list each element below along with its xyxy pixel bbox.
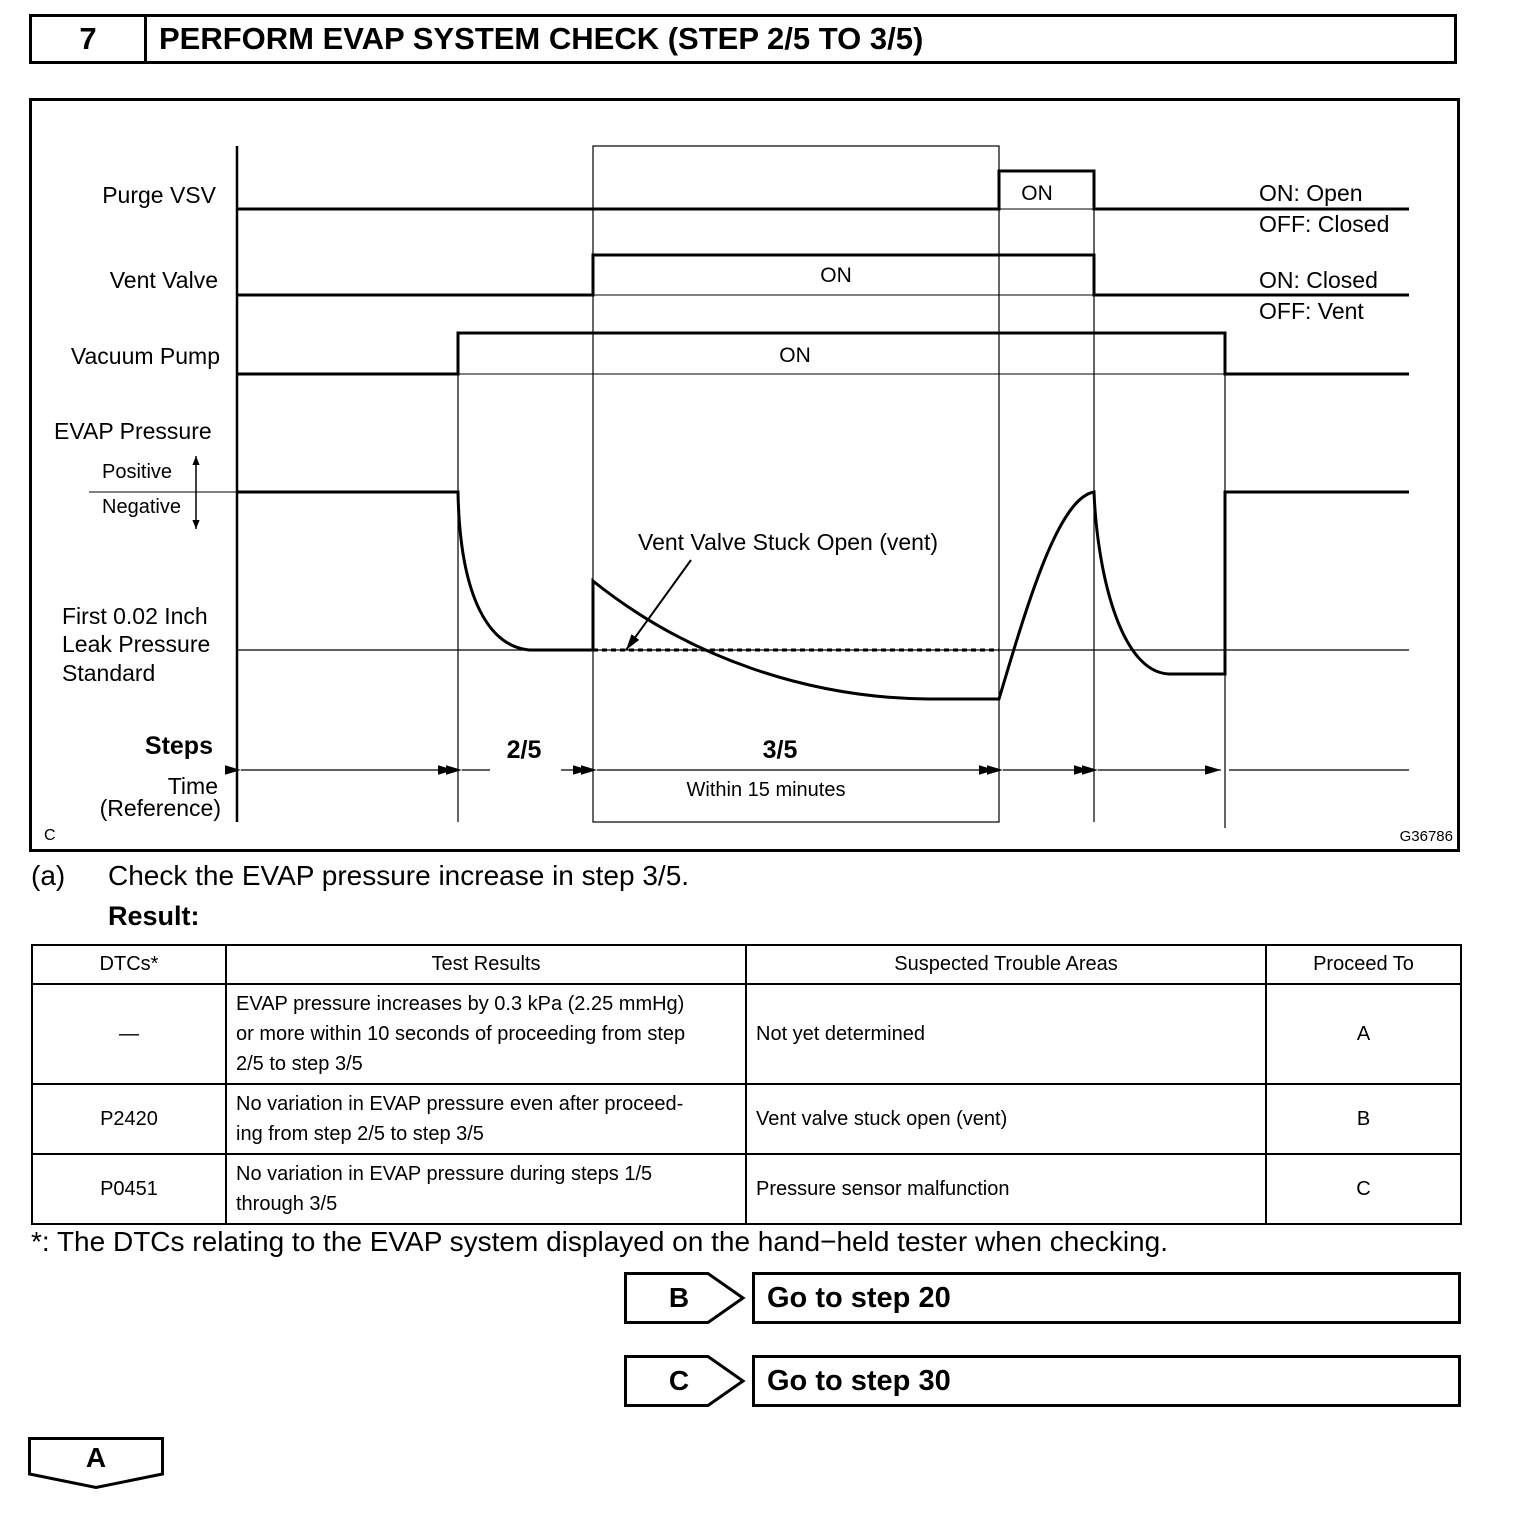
annotation-arrow — [626, 560, 691, 650]
vent-on-label: ON — [820, 264, 852, 287]
result-label: Result: — [108, 901, 200, 931]
label-vacuum-pump: Vacuum Pump — [70, 343, 220, 369]
step-3-5-box — [593, 146, 999, 822]
step-number: 7 — [32, 17, 147, 61]
test-result-line: 2/5 to step 3/5 — [236, 1053, 363, 1075]
test-result-line: or more within 10 seconds of proceeding from step — [236, 1023, 686, 1045]
label-leak-1: First 0.02 Inch — [62, 603, 208, 629]
label-leak-2: Leak Pressure — [62, 631, 211, 657]
label-positive: Positive — [102, 461, 173, 483]
test-result-cell — [226, 984, 746, 1084]
label-leak-3: Standard — [62, 660, 156, 686]
test-result-cell — [226, 1154, 746, 1224]
evap-pressure-curve — [237, 492, 1409, 699]
label-negative: Negative — [102, 496, 181, 518]
header-test-results: Test Results — [226, 945, 746, 984]
diagram-frame — [31, 100, 1459, 851]
legend-vent-on: ON: Closed — [1259, 267, 1378, 293]
label-steps: Steps — [144, 732, 213, 760]
goto-b-tag-label: B — [668, 1282, 690, 1313]
step-title: PERFORM EVAP SYSTEM CHECK (STEP 2/5 TO 3/5) — [159, 21, 924, 56]
goto-b-button[interactable]: Go to step 20 — [752, 1272, 1461, 1324]
test-result-line: through 3/5 — [236, 1193, 338, 1215]
check-instruction: Check the EVAP pressure increase in step 3/5. — [108, 860, 690, 891]
next-step-a-label: A — [85, 1442, 107, 1473]
table-row — [32, 984, 1461, 1084]
vacuum-pump-signal — [237, 333, 1409, 374]
table-header-row — [32, 945, 1461, 984]
label-vent-valve: Vent Valve — [109, 267, 218, 293]
header-suspected-areas: Suspected Trouble Areas — [746, 945, 1266, 984]
test-result-line: ing from step 2/5 to step 3/5 — [236, 1123, 484, 1145]
next-step-a-tag[interactable] — [28, 1437, 166, 1489]
within-15-minutes-label: Within 15 minutes — [686, 779, 846, 801]
table-row — [32, 1154, 1461, 1224]
test-result-line: No variation in EVAP pressure during steps 1/5 — [236, 1163, 653, 1185]
goto-b-row[interactable] — [624, 1272, 1462, 1324]
pump-on-label: ON — [779, 344, 811, 367]
test-result-line: No variation in EVAP pressure even after proceed- — [236, 1093, 684, 1115]
goto-c-button[interactable]: Go to step 30 — [752, 1355, 1461, 1407]
evap-timing-diagram — [29, 98, 1460, 852]
corner-mark-c: C — [44, 827, 56, 844]
table-row — [32, 1084, 1461, 1154]
test-result-cell — [226, 1084, 746, 1154]
stuck-open-annotation: Vent Valve Stuck Open (vent) — [638, 529, 939, 555]
step-header — [29, 14, 1457, 64]
result-table — [31, 944, 1462, 1225]
trouble-area-cell: Pressure sensor malfunction — [746, 1154, 1266, 1224]
label-purge-vsv: Purge VSV — [102, 182, 216, 208]
trouble-area-cell: Not yet determined — [746, 984, 1266, 1084]
goto-b-tag[interactable] — [624, 1272, 746, 1324]
proceed-cell: A — [1266, 984, 1461, 1084]
header-dtcs: DTCs* — [32, 945, 226, 984]
legend-purge-off: OFF: Closed — [1259, 211, 1390, 237]
dtc-cell: P2420 — [32, 1084, 226, 1154]
goto-c-tag-label: C — [668, 1365, 690, 1396]
check-marker: (a) — [31, 860, 66, 891]
label-evap-pressure: EVAP Pressure — [54, 418, 212, 444]
step-3-5-label: 3/5 — [762, 736, 798, 764]
label-reference: (Reference) — [99, 795, 221, 821]
dtc-cell: P0451 — [32, 1154, 226, 1224]
goto-c-row[interactable] — [624, 1355, 1462, 1407]
test-result-line: EVAP pressure increases by 0.3 kPa (2.25 mmHg) — [236, 993, 685, 1015]
trouble-area-cell: Vent valve stuck open (vent) — [746, 1084, 1266, 1154]
goto-c-tag[interactable] — [624, 1355, 746, 1407]
legend-vent-off: OFF: Vent — [1259, 298, 1364, 324]
purge-vsv-signal — [237, 171, 1409, 209]
step-2-5-label: 2/5 — [506, 736, 542, 764]
dtc-cell: — — [32, 984, 226, 1084]
header-proceed-to: Proceed To — [1266, 945, 1461, 984]
proceed-cell: C — [1266, 1154, 1461, 1224]
figure-id: G36786 — [1399, 828, 1453, 845]
purge-on-label: ON — [1021, 182, 1053, 205]
proceed-cell: B — [1266, 1084, 1461, 1154]
label-time: Time — [167, 773, 218, 799]
dtc-footnote: *: The DTCs relating to the EVAP system displayed on the hand−held tester when checking. — [31, 1226, 1168, 1257]
legend-purge-on: ON: Open — [1259, 180, 1363, 206]
